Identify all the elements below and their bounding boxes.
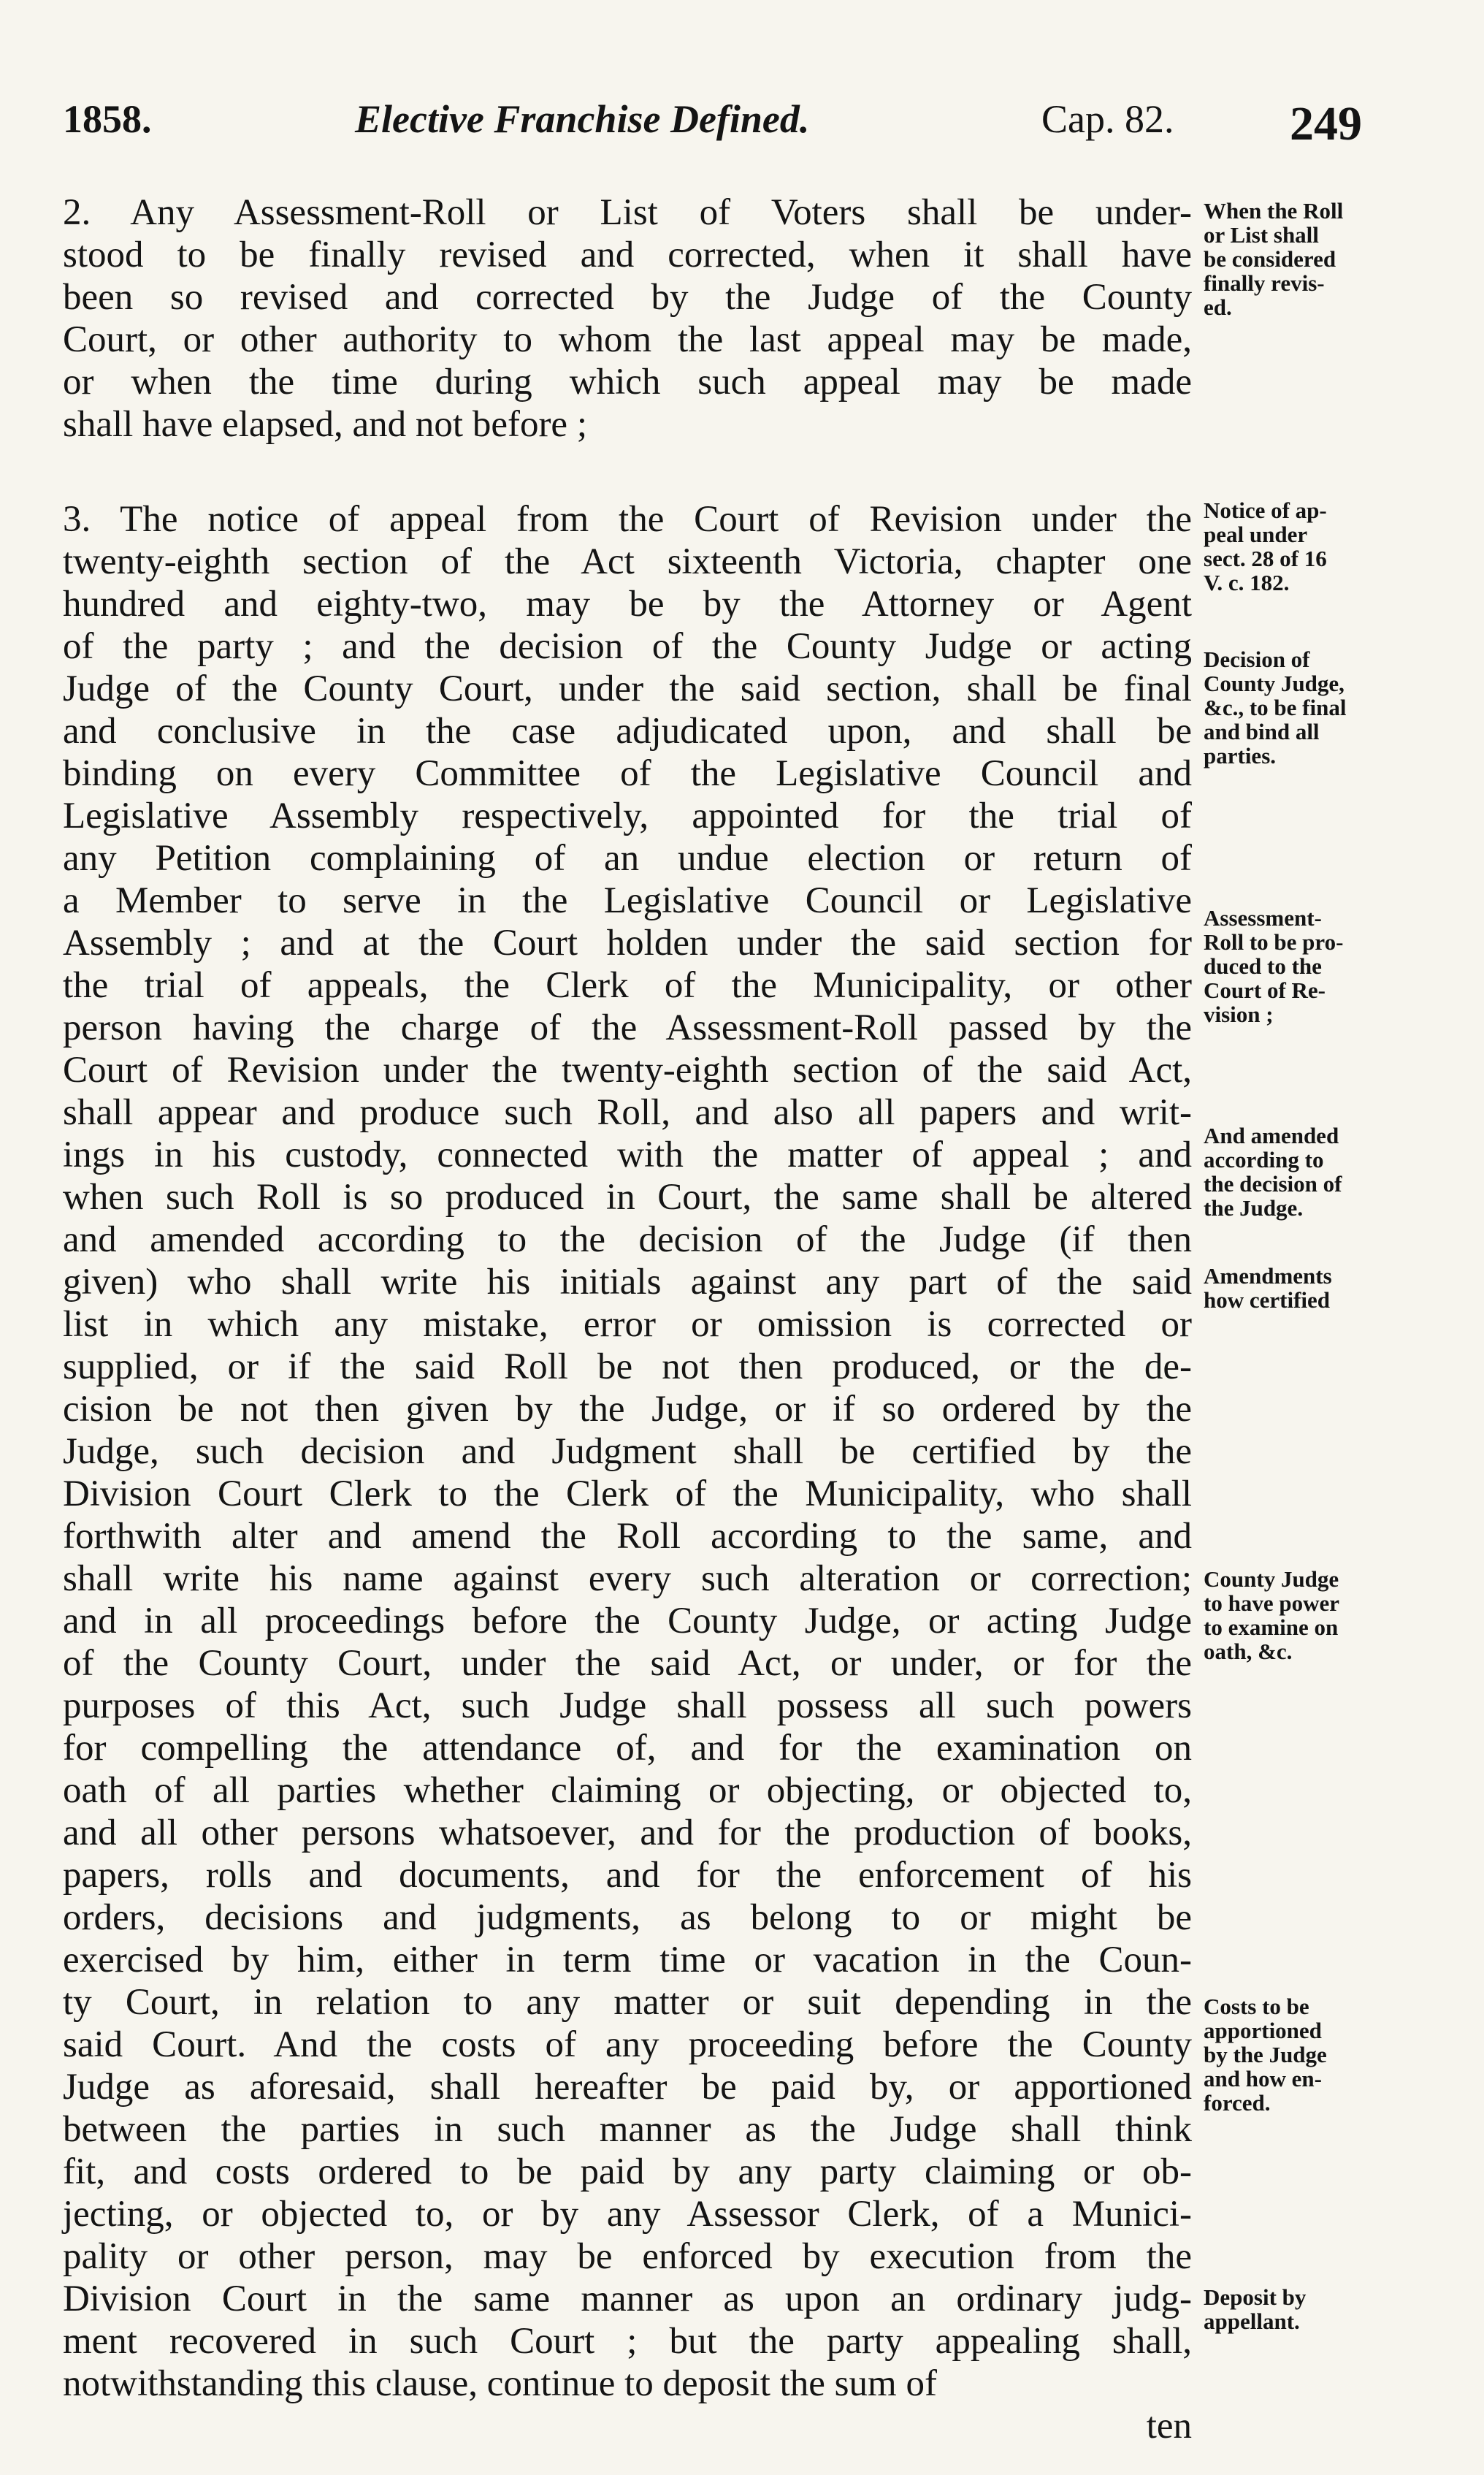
text-line: between the parties in such manner as the Judge shall think: [63, 2109, 1192, 2150]
margin-note-line: be considered: [1204, 246, 1336, 272]
text-line: 3. The notice of appeal from the Court of Revision under the: [63, 499, 1192, 540]
catchword: ten: [1146, 2406, 1192, 2447]
margin-note-line: forced.: [1204, 2090, 1271, 2116]
margin-note: [1204, 2285, 1423, 2333]
text-line: binding on every Committee of the Legislative Council and: [63, 753, 1192, 794]
margin-note-line: Roll to be pro-: [1204, 929, 1344, 955]
margin-note-line: Amendments: [1204, 1263, 1332, 1289]
text-line: Division Court Clerk to the Clerk of the Municipality, who shall: [63, 1473, 1192, 1514]
text-line: Judge as aforesaid, shall hereafter be paid by, or apportioned: [63, 2067, 1192, 2108]
margin-note-line: Assessment-: [1204, 905, 1322, 931]
text-line: twenty-eighth section of the Act sixteenth Victoria, chapter one: [63, 541, 1192, 582]
margin-note-line: County Judge: [1204, 1566, 1339, 1592]
text-line: Assembly ; and at the Court holden under the said section for: [63, 923, 1192, 964]
text-line: or when the time during which such appeal may be made: [63, 362, 1192, 403]
text-line: stood to be finally revised and corrected, when it shall have: [63, 234, 1192, 275]
margin-note-line: Notice of ap-: [1204, 497, 1327, 523]
margin-note: [1204, 199, 1423, 319]
margin-note-line: ed.: [1204, 294, 1232, 320]
text-line: of the County Court, under the said Act, or under, or for the: [63, 1643, 1192, 1684]
page-number: 249: [1290, 97, 1362, 150]
text-line: exercised by him, either in term time or vacation in the Coun-: [63, 1940, 1192, 1980]
catchword-line: [63, 2405, 1192, 2447]
margin-note-line: peal under: [1204, 522, 1308, 547]
margin-note-line: and bind all: [1204, 719, 1320, 744]
text-line: Legislative Assembly respectively, appointed for the trial of: [63, 796, 1192, 836]
text-line: list in which any mistake, error or omission is corrected or: [63, 1304, 1192, 1345]
text-line: pality or other person, may be enforced by execution from the: [63, 2236, 1192, 2277]
text-line: ty Court, in relation to any matter or suit depending in the: [63, 1982, 1192, 2023]
margin-note-line: finally revis-: [1204, 270, 1325, 296]
margin-note-line: the decision of: [1204, 1171, 1342, 1197]
margin-note: [1204, 1124, 1423, 1220]
margin-note-line: to have power: [1204, 1590, 1339, 1616]
text-line: Court, or other authority to whom the last appeal may be made,: [63, 319, 1192, 360]
text-line: purposes of this Act, such Judge shall possess all such powers: [63, 1685, 1192, 1726]
text-line: papers, rolls and documents, and for the enforcement of his: [63, 1855, 1192, 1896]
margin-note-line: When the Roll: [1204, 198, 1344, 224]
margin-note-line: to examine on: [1204, 1614, 1339, 1640]
text-line: shall write his name against every such alteration or correction;: [63, 1558, 1192, 1599]
text-line: supplied, or if the said Roll be not then produced, or the de-: [63, 1346, 1192, 1387]
text-line: shall have elapsed, and not before ;: [63, 404, 587, 445]
margin-note: [1204, 1567, 1423, 1663]
margin-note-line: Court of Re-: [1204, 977, 1326, 1003]
section-2-paragraph: [63, 191, 1192, 446]
margin-note-line: and how en-: [1204, 2066, 1322, 2091]
text-line: and amended according to the decision of the Judge (if then: [63, 1219, 1192, 1260]
text-line: and conclusive in the case adjudicated upon, and shall be: [63, 711, 1192, 752]
header-year: 1858.: [63, 97, 152, 141]
text-line: for compelling the attendance of, and for the examination on: [63, 1728, 1192, 1769]
margin-note: [1204, 647, 1423, 768]
margin-note-line: vision ;: [1204, 1002, 1274, 1027]
margin-note-line: Decision of: [1204, 647, 1310, 672]
margin-note-line: apportioned: [1204, 2018, 1322, 2043]
text-line: ment recovered in such Court ; but the party appealing shall,: [63, 2321, 1192, 2362]
text-line: any Petition complaining of an undue election or return of: [63, 838, 1192, 879]
text-line: and in all proceedings before the County Judge, or acting Judge: [63, 1601, 1192, 1641]
text-line: ings in his custody, connected with the matter of appeal ; and: [63, 1134, 1192, 1175]
margin-note-line: &c., to be final: [1204, 695, 1347, 720]
margin-note-line: And amended: [1204, 1123, 1339, 1148]
margin-note: [1204, 906, 1423, 1026]
text-line: Court of Revision under the twenty-eighth section of the said Act,: [63, 1050, 1192, 1091]
margin-note-line: or List shall: [1204, 222, 1319, 248]
margin-note-line: appellant.: [1204, 2308, 1300, 2334]
margin-note-line: oath, &c.: [1204, 1639, 1293, 1664]
text-line: 2. Any Assessment-Roll or List of Voters shall be under-: [63, 192, 1192, 233]
text-line: and all other persons whatsoever, and for the production of books,: [63, 1812, 1192, 1853]
text-line: forthwith alter and amend the Roll according to the same, and: [63, 1516, 1192, 1557]
margin-note-line: parties.: [1204, 743, 1277, 769]
header-title: Elective Franchise Defined.: [355, 97, 810, 141]
margin-note-line: according to: [1204, 1147, 1324, 1172]
text-line: orders, decisions and judgments, as belong to or might be: [63, 1897, 1192, 1938]
paragraph-gap: [63, 446, 1192, 498]
margin-note-line: how certified: [1204, 1287, 1331, 1313]
text-line: said Court. And the costs of any proceeding before the County: [63, 2024, 1192, 2065]
margin-note: [1204, 498, 1423, 595]
text-line: notwithstanding this clause, continue to deposit the sum of: [63, 2363, 937, 2404]
text-line: person having the charge of the Assessment-Roll passed by the: [63, 1007, 1192, 1048]
text-line: fit, and costs ordered to be paid by any party claiming or ob-: [63, 2151, 1192, 2192]
margin-note-line: Deposit by: [1204, 2284, 1307, 2310]
margin-note-line: Costs to be: [1204, 1994, 1309, 2019]
text-line: of the party ; and the decision of the County Judge or acting: [63, 626, 1192, 667]
margin-note: [1204, 1264, 1423, 1312]
text-line: the trial of appeals, the Clerk of the Municipality, or other: [63, 965, 1192, 1006]
text-line: shall appear and produce such Roll, and also all papers and writ-: [63, 1092, 1192, 1133]
text-line: oath of all parties whether claiming or objecting, or objected to,: [63, 1770, 1192, 1811]
text-line: hundred and eighty-two, may be by the Attorney or Agent: [63, 584, 1192, 625]
margin-note-line: sect. 28 of 16: [1204, 546, 1327, 571]
margin-note-line: V. c. 182.: [1204, 570, 1290, 595]
text-line: cision be not then given by the Judge, or if so ordered by the: [63, 1389, 1192, 1430]
margin-note-line: the Judge.: [1204, 1195, 1304, 1221]
text-line: when such Roll is so produced in Court, the same shall be altered: [63, 1177, 1192, 1218]
header-chapter: Cap. 82.: [1041, 97, 1174, 141]
text-line: Judge, such decision and Judgment shall be certified by the: [63, 1431, 1192, 1472]
margin-note-line: duced to the: [1204, 953, 1322, 979]
margin-note-line: County Judge,: [1204, 671, 1345, 696]
text-line: a Member to serve in the Legislative Council or Legislative: [63, 880, 1192, 921]
text-line: been so revised and corrected by the Judge of the County: [63, 277, 1192, 318]
margin-note-line: by the Judge: [1204, 2042, 1327, 2067]
text-line: jecting, or objected to, or by any Assessor Clerk, of a Munici-: [63, 2194, 1192, 2235]
page-header: [63, 96, 1421, 155]
text-line: given) who shall write his initials against any part of the said: [63, 1262, 1192, 1303]
margin-note: [1204, 1994, 1423, 2115]
body-text: [63, 191, 1192, 2447]
text-line: Division Court in the same manner as upon an ordinary judg-: [63, 2278, 1192, 2319]
text-line: Judge of the County Court, under the said section, shall be final: [63, 668, 1192, 709]
section-3-paragraph: [63, 498, 1192, 2405]
